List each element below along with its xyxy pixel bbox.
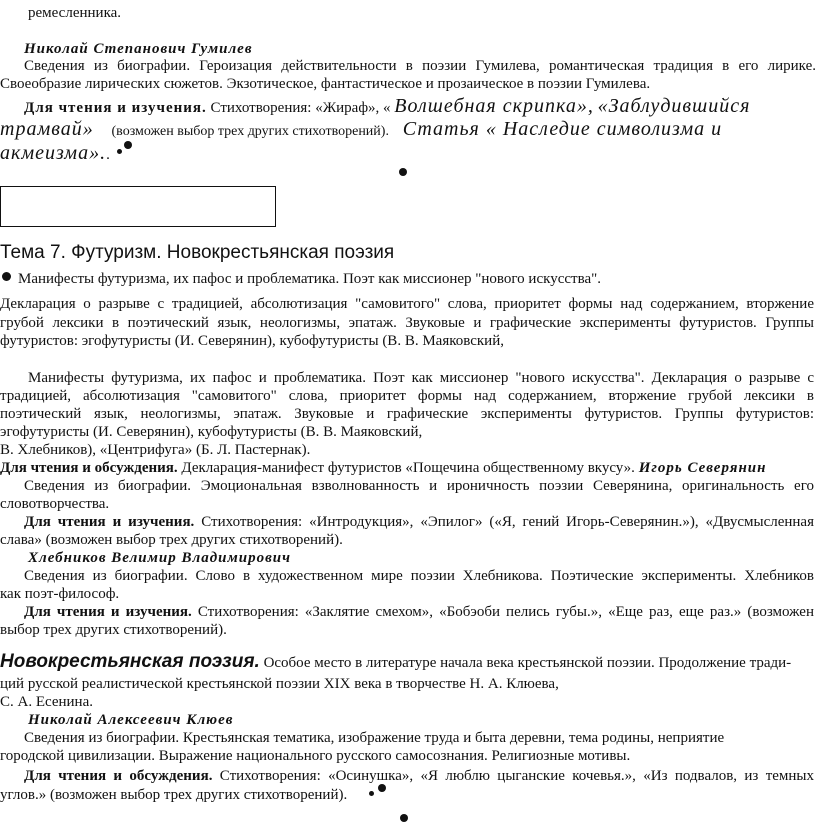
khlebnikov-reading-line: выбор трех других стихотворений). [0, 622, 227, 638]
futurism-para-line: грубой лексики в поэтический язык, неологизмы, эпатаж. Звуковые и графические эксперименты футуристов. Группы [0, 315, 814, 331]
section-title: Тема 7. Футуризм. Новокрестьянская поэзия [0, 242, 395, 263]
klyuev-reading-line [24, 767, 814, 785]
newpeasant-text: Особое место в литературе начала века крестьянской поэзии. Продолжение тради- [263, 655, 792, 671]
klyuev-reading-line: углов.» (возможен выбор трех других стихотворений). [0, 787, 348, 803]
severyanin-reading-line: слава» (возможен выбор трех других стихотворений). [0, 532, 343, 548]
newpeasant-line [0, 653, 791, 672]
gumilev-reading-line [24, 97, 750, 117]
futurism-para-line: В. Хлебников), «Центрифуга» (Б. Л. Пастернак). [0, 442, 311, 458]
futurism-para-line: традицией, абсолютизация "самовитого" слова, приоритет формы над содержанием, вторжение грубой лексики в [0, 388, 814, 404]
bullet-icon [124, 141, 132, 149]
severyanin-bio-line: словотворчества. [0, 496, 110, 512]
poem-title: «Заблудившийся [597, 95, 751, 117]
period: . [106, 147, 110, 163]
poems-list: Стихотворения: «Жираф», « [210, 100, 391, 116]
bullet-icon [399, 168, 407, 176]
klyuev-bio-line: Сведения из биографии. Крестьянская тематика, изображение труда и быта деревни, тема родины, неприятие [24, 730, 725, 746]
choice-note: (возможен выбор трех других стихотворений). [111, 124, 389, 139]
bullet-icon [2, 272, 11, 281]
khlebnikov-reading-line [24, 603, 814, 621]
reading-label: Для чтения и изучения. [24, 100, 207, 116]
poem-title: трамвай» [0, 118, 94, 140]
futurism-para-line: Манифесты футуризма, их пафос и проблематика. Поэт как миссионер "нового искусства". Декларация о разрыве с [28, 370, 814, 386]
severyanin-bio-line: Сведения из биографии. Эмоциональная взволнованность и ироничность поэзии Северянина, оригинальность его [24, 478, 814, 494]
klyuev-bio-line: городской цивилизации. Выражение национального русского самосознания. Религиозные мотивы. [0, 748, 631, 764]
gumilev-reading-line [0, 120, 722, 141]
reading-label: Для чтения и изучения. [24, 604, 192, 620]
futurism-para-line: поэтический язык, неологизмы, эпатаж. Звуковые и графические эксперименты футуристов. Группы футуристов: [0, 406, 814, 422]
section-heading: Новокрестьянская поэзия. [0, 651, 260, 672]
poet-name-gumilev: Николай Степанович Гумилев [24, 41, 253, 57]
bullet-icon [117, 149, 122, 154]
futurism-para-line: Манифесты футуризма, их пафос и проблематика. Поэт как миссионер "нового искусства". [18, 271, 601, 287]
poet-name-severyanin: Игорь Северянин [638, 460, 767, 476]
gumilev-bio-line: Сведения из биографии. Героизация действительности в поэзии Гумилева, романтическая традиция в его лирике. [24, 58, 816, 74]
futurism-para-line: Декларация о разрыве с традицией, абсолютизация "самовитого" слова, приоритет формы над содержанием, вторжение [0, 296, 814, 312]
poet-name-klyuev: Николай Алексеевич Клюев [28, 712, 234, 728]
bullet-icon [400, 814, 408, 822]
khlebnikov-bio-line: Сведения из биографии. Слово в художественном мире поэзии Хлебникова. Поэтические эксперименты. Хлебников [24, 568, 814, 584]
severyanin-reading-line [24, 513, 814, 531]
severyanin-discuss-line [0, 459, 766, 477]
manifesto-title: Декларация-манифест футуристов «Пощечина общественному вкусу». [181, 460, 635, 476]
article-title: акмеизма». [0, 142, 107, 164]
poems-list: Стихотворения: «Заклятие смехом», «Бобэоби пелись губы.», «Еще раз, еще раз.» (возможен [197, 604, 814, 620]
bullet-icon [369, 791, 374, 796]
poet-name-khlebnikov: Хлебников Велимир Владимирович [28, 550, 292, 566]
poems-list: Стихотворения: «Осинушка», «Я люблю цыганские кочевья.», «Из подвалов, из темных [219, 768, 814, 784]
article-title: Статья « Наследие символизма и [402, 118, 723, 140]
newpeasant-line: ций русской реалистической крестьянской поэзии XIX века в творчестве Н. А. Клюева, [0, 676, 559, 692]
futurism-para-line: футуристов: эгофутуристы (И. Северянин), кубофутуристы (В. В. Маяковский, [0, 333, 504, 349]
newpeasant-line: С. А. Есенина. [0, 694, 93, 710]
poem-title: Волшебная скрипка», [394, 95, 594, 117]
empty-box [0, 186, 276, 227]
gumilev-reading-line [0, 144, 110, 164]
reading-label: Для чтения и изучения. [24, 514, 195, 530]
poems-list: Стихотворения: «Интродукция», «Эпилог» («Я, гений Игорь-Северянин.»), «Двусмысленная [201, 514, 814, 530]
discuss-label: Для чтения и обсуждения. [0, 460, 178, 476]
discuss-label: Для чтения и обсуждения. [24, 768, 213, 784]
gumilev-bio-line: Своеобразие лирических сюжетов. Экзотическое, фантастическое и прозаическое в поэзии Гумилева. [0, 76, 651, 92]
text-fragment: ремесленника. [28, 5, 122, 21]
futurism-para-line: эгофутуристы (И. Северянин), кубофутуристы (В. В. Маяковский, [0, 424, 423, 440]
khlebnikov-bio-line: как поэт-философ. [0, 586, 120, 602]
bullet-icon [378, 784, 386, 792]
